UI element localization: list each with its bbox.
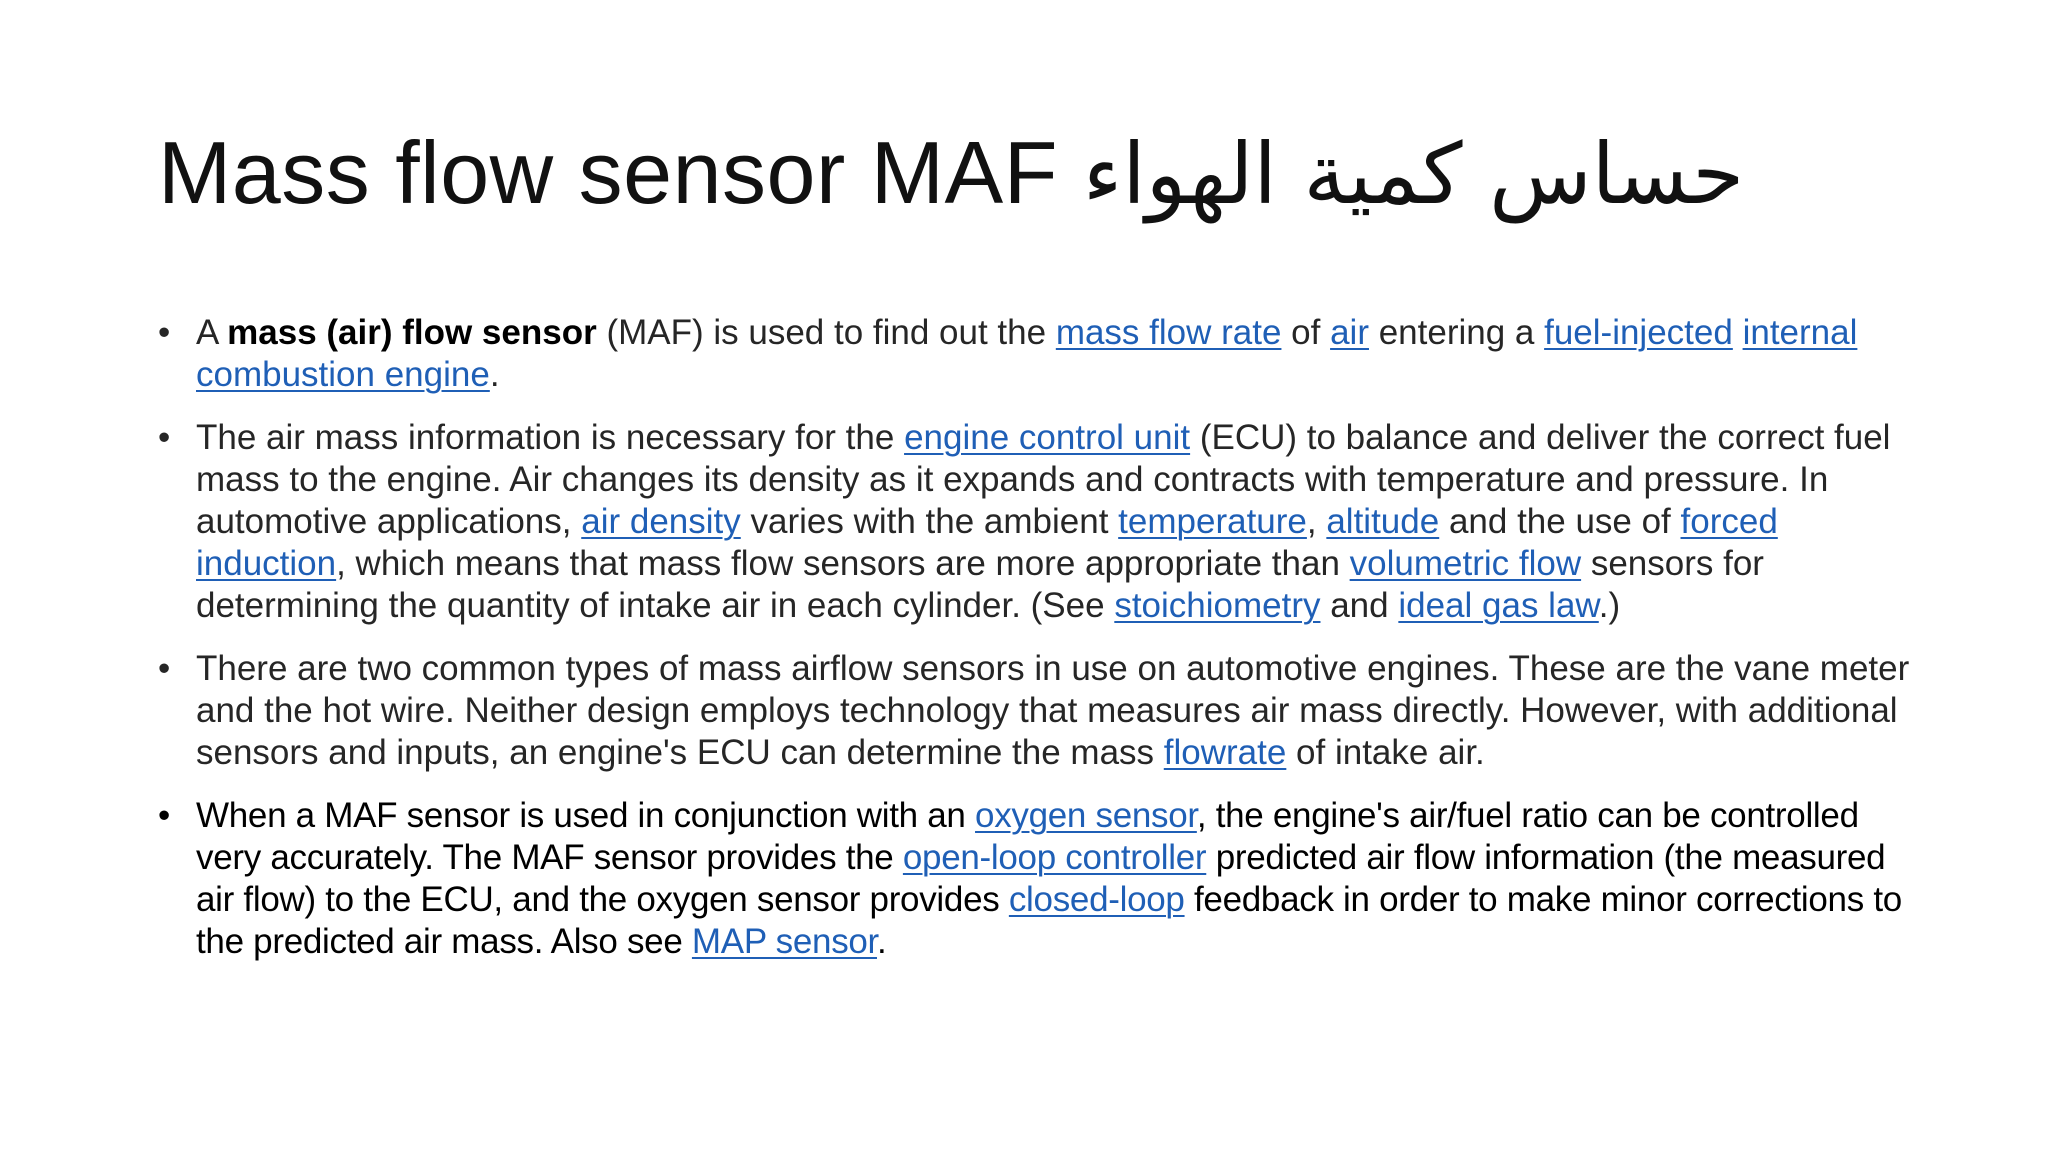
bullet-text: and: [1320, 586, 1399, 625]
link-fuel-injected[interactable]: fuel-injected: [1544, 313, 1733, 352]
link-ideal-gas-law[interactable]: ideal gas law: [1398, 586, 1599, 625]
bullet-text: predicted air flow information (the measured air flow) to the ECU, and the oxygen sensor provides: [196, 838, 1886, 919]
link-internal-combustion-engine[interactable]: internal combustion engine: [196, 313, 1858, 394]
link-forced-induction[interactable]: forced induction: [196, 502, 1778, 583]
bullet-text: The air mass information is necessary for the: [196, 418, 905, 457]
bullet-item-air-mass-info: [158, 417, 1918, 627]
bullet-text: ,: [1306, 502, 1327, 541]
link-mass-flow-rate[interactable]: mass flow rate: [1055, 313, 1282, 352]
bullet-text: feedback in order to make minor corrections to the predicted air mass. Also see: [196, 880, 1902, 961]
bullet-text: sensors for determining the quantity of intake air in each cylinder. (See: [196, 544, 1764, 625]
bullet-text: [1733, 313, 1743, 352]
bullet-text: .): [1598, 586, 1621, 625]
bullet-item-oxygen-sensor: [158, 795, 1918, 963]
link-engine-control-unit[interactable]: engine control unit: [904, 418, 1191, 457]
link-closed-loop[interactable]: closed-loop: [1008, 880, 1185, 919]
bullet-text: of intake air.: [1286, 733, 1485, 772]
bullet-text: (MAF) is used to find out the: [596, 313, 1056, 352]
bullet-list: [158, 312, 1918, 984]
link-open-loop-controller[interactable]: open-loop controller: [902, 838, 1207, 877]
bullet-text: There are two common types of mass airflow sensors in use on automotive engines. These are the vane meter and the hot wire. Neither design employs technology that measures air mass directly. However, with additional sensors and inputs, an engine's ECU can determine the mass: [196, 649, 1910, 772]
bullet-text: .: [489, 355, 500, 394]
link-oxygen-sensor[interactable]: oxygen sensor: [975, 796, 1197, 835]
title-latin: Mass flow sensor MAF: [158, 123, 1058, 222]
bullet-text: (ECU) to balance and deliver the correct fuel mass to the engine. Air changes its density as it expands and contracts with temperature and pressure. In automotive applications,: [196, 418, 1891, 541]
bullet-text: entering a: [1368, 313, 1545, 352]
link-temperature[interactable]: temperature: [1118, 502, 1307, 541]
link-map-sensor[interactable]: MAP sensor: [691, 922, 877, 961]
slide-title: [158, 118, 1744, 229]
link-air[interactable]: air: [1330, 313, 1369, 352]
link-stoichiometry[interactable]: stoichiometry: [1114, 586, 1321, 625]
bullet-text: , the engine's air/fuel ratio can be controlled very accurately. The MAF sensor provides the: [196, 796, 1859, 877]
bullet-text: , which means that mass flow sensors are more appropriate than: [336, 544, 1350, 583]
bullet-text: and the use of: [1439, 502, 1681, 541]
link-air-density[interactable]: air density: [581, 502, 741, 541]
bullet-text: When a MAF sensor is used in conjunction with an: [196, 796, 976, 835]
title-arabic: حساس كمية الهواء: [1082, 125, 1745, 223]
link-flowrate[interactable]: flowrate: [1163, 733, 1287, 772]
bullet-item-sensor-types: [158, 648, 1918, 774]
bullet-item-maf-definition: [158, 312, 1918, 396]
bullet-text: varies with the ambient: [740, 502, 1119, 541]
bold-term: mass (air) flow sensor: [227, 313, 597, 352]
bullet-text: .: [876, 922, 887, 961]
link-altitude[interactable]: altitude: [1326, 502, 1440, 541]
link-volumetric-flow[interactable]: volumetric flow: [1349, 544, 1582, 583]
bullet-text: A: [196, 313, 228, 352]
bullet-text: of: [1281, 313, 1331, 352]
